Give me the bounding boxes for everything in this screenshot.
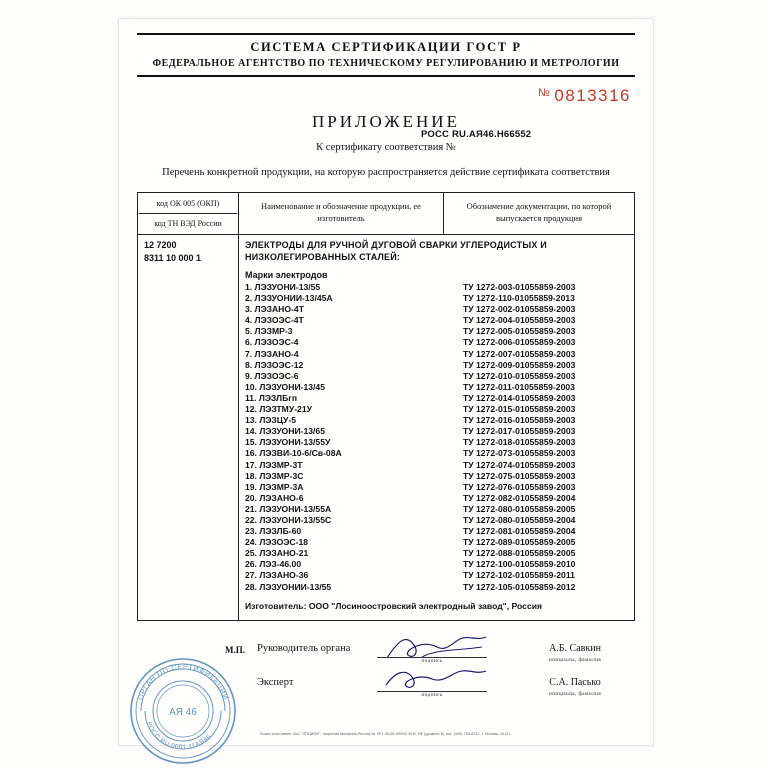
electrode-name: 5. ЛЭЗМР-3: [245, 326, 293, 337]
header-okp: код ОК 005 (ОКП): [139, 194, 237, 214]
signature-role-expert: Эксперт: [257, 677, 294, 689]
list-item: [245, 582, 628, 593]
electrode-name: 2. ЛЭЗУОНИИ-13/45А: [245, 293, 333, 304]
signature-scribble-expert: [382, 663, 492, 693]
list-item: [245, 548, 628, 559]
list-item: [245, 304, 628, 315]
electrode-doc: ТУ 1272-018-01055859-2003: [463, 437, 576, 448]
list-item: [245, 504, 628, 515]
signature-caption-head: подпись: [421, 658, 443, 665]
signatory-name-expert: С.А. Пасько: [549, 677, 601, 689]
electrode-doc: ТУ 1272-016-01055859-2003: [463, 415, 576, 426]
manufacturer-line: Изготовитель: ООО "Лосиноостровский электродный завод", Россия: [245, 600, 543, 611]
product-heading: ЭЛЕКТРОДЫ ДЛЯ РУЧНОЙ ДУГОВОЙ СВАРКИ УГЛЕРОДИСТЫХ И НИЗКОЛЕГИРОВАННЫХ СТАЛЕЙ:: [245, 240, 547, 262]
electrode-doc: ТУ 1272-080-01055859-2005: [463, 503, 576, 514]
list-item: [245, 382, 628, 393]
header-cell-docs: Обозначение документации, по которой выпускается продукция: [444, 193, 635, 235]
electrode-doc: ТУ 1272-006-01055859-2003: [463, 337, 576, 348]
electrode-doc: ТУ 1272-076-01055859-2003: [463, 481, 576, 492]
electrode-name: 19. ЛЭЗМР-3А: [245, 481, 304, 492]
electrode-name: 4. ЛЭЗОЭС-4Т: [245, 315, 304, 326]
list-item: [245, 371, 628, 382]
list-item: [245, 482, 628, 493]
list-item: [245, 526, 628, 537]
electrode-doc: ТУ 1272-014-01055859-2003: [463, 392, 576, 403]
electrode-doc: ТУ 1272-074-01055859-2003: [463, 459, 576, 470]
electrode-name: 20. ЛЭЗАНО-6: [245, 492, 304, 503]
header-cell-product: Наименование и обозначение продукции, ее изготовитель: [239, 193, 444, 235]
header-line-2: ФЕДЕРАЛЬНОЕ АГЕНТСТВО ПО ТЕХНИЧЕСКОМУ РЕГУЛИРОВАНИЮ И МЕТРОЛОГИИ: [152, 58, 620, 69]
electrode-doc: ТУ 1272-011-01055859-2003: [463, 381, 575, 392]
electrode-name: 26. ЛЭЗ-46.00: [245, 559, 302, 570]
certificate-sheet: [118, 18, 654, 752]
cell-product-list: [239, 235, 635, 621]
list-item: [245, 404, 628, 415]
electrode-name: 1. ЛЭЗУОНИ-13/55: [245, 282, 321, 292]
electrode-name: 22. ЛЭЗУОНИ-13/55С: [245, 514, 332, 525]
list-item: [245, 415, 628, 426]
electrode-name: 6. ЛЭЗОЭС-4: [245, 337, 299, 348]
electrode-doc: ТУ 1272-075-01055859-2003: [463, 470, 576, 481]
list-item: [245, 448, 628, 459]
stamp-center-text: АЯ 46: [169, 707, 197, 718]
list-item: [245, 493, 628, 504]
code-tnved: 8311 10 000 1: [144, 253, 202, 263]
signatory-name-head: А.Б. Савкин: [549, 643, 601, 655]
electrode-name: 28. ЛЭЗУОНИИ-13/55: [245, 581, 332, 592]
electrode-name: 27. ЛЭЗАНО-36: [245, 570, 309, 581]
list-item: [245, 360, 628, 371]
electrode-name: 3. ЛЭЗАНО-4Т: [245, 304, 304, 315]
electrode-doc: ТУ 1272-081-01055859-2004: [463, 526, 576, 537]
list-item: [245, 537, 628, 548]
list-item: [245, 437, 628, 448]
electrode-doc: ТУ 1272-080-01055859-2004: [463, 514, 576, 525]
header-cell-codes: [138, 193, 239, 235]
document-subtitle: Перечень конкретной продукции, на которую распространяется действие сертификата соответствия: [162, 167, 610, 178]
electrode-name: 7. ЛЭЗАНО-4: [245, 348, 299, 359]
svg-text:ОРГАН ПО СЕРТИФИКАЦИИ: [136, 662, 231, 701]
table-header-row: [138, 193, 635, 235]
list-item: [245, 326, 628, 337]
list-item: [245, 471, 628, 482]
header-line-1: СИСТЕМА СЕРТИФИКАЦИИ ГОСТ Р: [250, 40, 522, 54]
electrode-name: 15. ЛЭЗУОНИ-13/55У: [245, 437, 331, 448]
electrode-doc: ТУ 1272-002-01055859-2003: [463, 304, 576, 315]
electrode-doc: ТУ 1272-105-01055859-2012: [463, 581, 576, 592]
document-number: [119, 86, 631, 106]
electrode-name: 23. ЛЭЗЛБ-60: [245, 526, 302, 537]
document-header: [137, 33, 635, 77]
list-item: [245, 349, 628, 360]
electrode-name: 25. ЛЭЗАНО-21: [245, 548, 309, 559]
electrode-name: 9. ЛЭЗОЭС-6: [245, 370, 299, 381]
stamp-outer-text: ОРГАН ПО СЕРТИФИКАЦИИ: [135, 661, 231, 702]
sheet-footer: Бланк изготовлен ЗАО "ОПЦИОН", лицензия Минфина России № ЛР1 05-05-09/003 ФНС РФ (уровень В) тел. (495) 755-6742, г. Москва, 2013 г.: [260, 732, 512, 736]
electrode-doc: ТУ 1272-007-01055859-2003: [463, 348, 576, 359]
electrode-doc: ТУ 1272-100-01055859-2010: [463, 559, 576, 570]
code-okp: 12 7200: [144, 240, 177, 250]
electrode-name: 17. ЛЭЗМР-3Т: [245, 459, 303, 470]
list-item: [245, 559, 628, 570]
certificate-number: РОСС RU.АЯ46.Н66552: [421, 129, 532, 140]
electrode-name: 12. ЛЭЗТМУ-21У: [245, 404, 312, 415]
list-item: [245, 515, 628, 526]
electrode-list: [245, 282, 628, 593]
list-item: [245, 337, 628, 348]
header-tnved: код ТН ВЭД России: [154, 219, 222, 228]
number-symbol: №: [538, 87, 550, 99]
list-item: [245, 315, 628, 326]
signatory-caption-expert: инициалы, фамилия: [548, 691, 602, 698]
page-title: ПРИЛОЖЕНИЕ: [312, 112, 460, 131]
electrode-name: 10. ЛЭЗУОНИ-13/45: [245, 381, 325, 392]
signature-role-head: Руководитель органа: [257, 643, 351, 655]
electrode-doc: ТУ 1272-017-01055859-2003: [463, 426, 576, 437]
list-item: [245, 570, 628, 581]
electrode-doc: ТУ 1272-082-01055859-2004: [463, 492, 576, 503]
table-body-row: [138, 235, 635, 621]
electrode-doc: ТУ 1272-003-01055859-2003: [463, 282, 576, 292]
list-item: [245, 393, 628, 404]
signatory-caption-head: инициалы, фамилия: [548, 657, 602, 664]
electrode-doc: ТУ 1272-005-01055859-2003: [463, 326, 576, 337]
certificate-reference: [119, 129, 653, 153]
product-table: [137, 192, 635, 621]
electrode-name: 21. ЛЭЗУОНИ-13/55А: [245, 503, 332, 514]
electrode-doc: ТУ 1272-073-01055859-2003: [463, 448, 576, 459]
list-item: [245, 293, 628, 304]
electrode-doc: ТУ 1272-089-01055859-2005: [463, 537, 576, 548]
electrode-name: 11. ЛЭЗЛБгп: [245, 392, 298, 403]
electrode-doc: ТУ 1272-110-01055859-2013: [463, 293, 575, 304]
electrode-doc: ТУ 1272-004-01055859-2003: [463, 315, 576, 326]
electrode-doc: ТУ 1272-088-01055859-2005: [463, 548, 576, 559]
electrode-name: 24. ЛЭЗОЭС-18: [245, 537, 309, 548]
signature-caption-expert: подпись: [421, 692, 443, 699]
electrode-doc: ТУ 1272-102-01055859-2011: [463, 570, 575, 581]
electrode-name: 16. ЛЭЗВИ-10-6/Св-08А: [245, 448, 342, 459]
electrode-doc: ТУ 1272-009-01055859-2003: [463, 359, 576, 370]
list-item: [245, 460, 628, 471]
list-item: [245, 426, 628, 437]
electrode-name: 18. ЛЭЗМР-3С: [245, 470, 304, 481]
electrode-name: 8. ЛЭЗОЭС-12: [245, 359, 304, 370]
seal-mark: М.П.: [225, 645, 245, 656]
electrode-doc: ТУ 1272-015-01055859-2003: [463, 404, 576, 415]
official-stamp: [127, 655, 239, 767]
electrode-doc: ТУ 1272-010-01055859-2003: [463, 370, 576, 381]
electrode-name: 14. ЛЭЗУОНИ-13/65: [245, 426, 325, 437]
list-item: [245, 282, 628, 293]
marks-label: Марки электродов: [245, 270, 328, 280]
certificate-label: К сертификату соответствия №: [316, 142, 456, 153]
electrode-name: 13. ЛЭЗЦУ-5: [245, 415, 297, 426]
stamp-inner-text: РОСС RU.0001.11АЯ46: [144, 720, 213, 752]
cell-codes: [138, 235, 239, 621]
number-digits: 0813316: [554, 86, 631, 105]
